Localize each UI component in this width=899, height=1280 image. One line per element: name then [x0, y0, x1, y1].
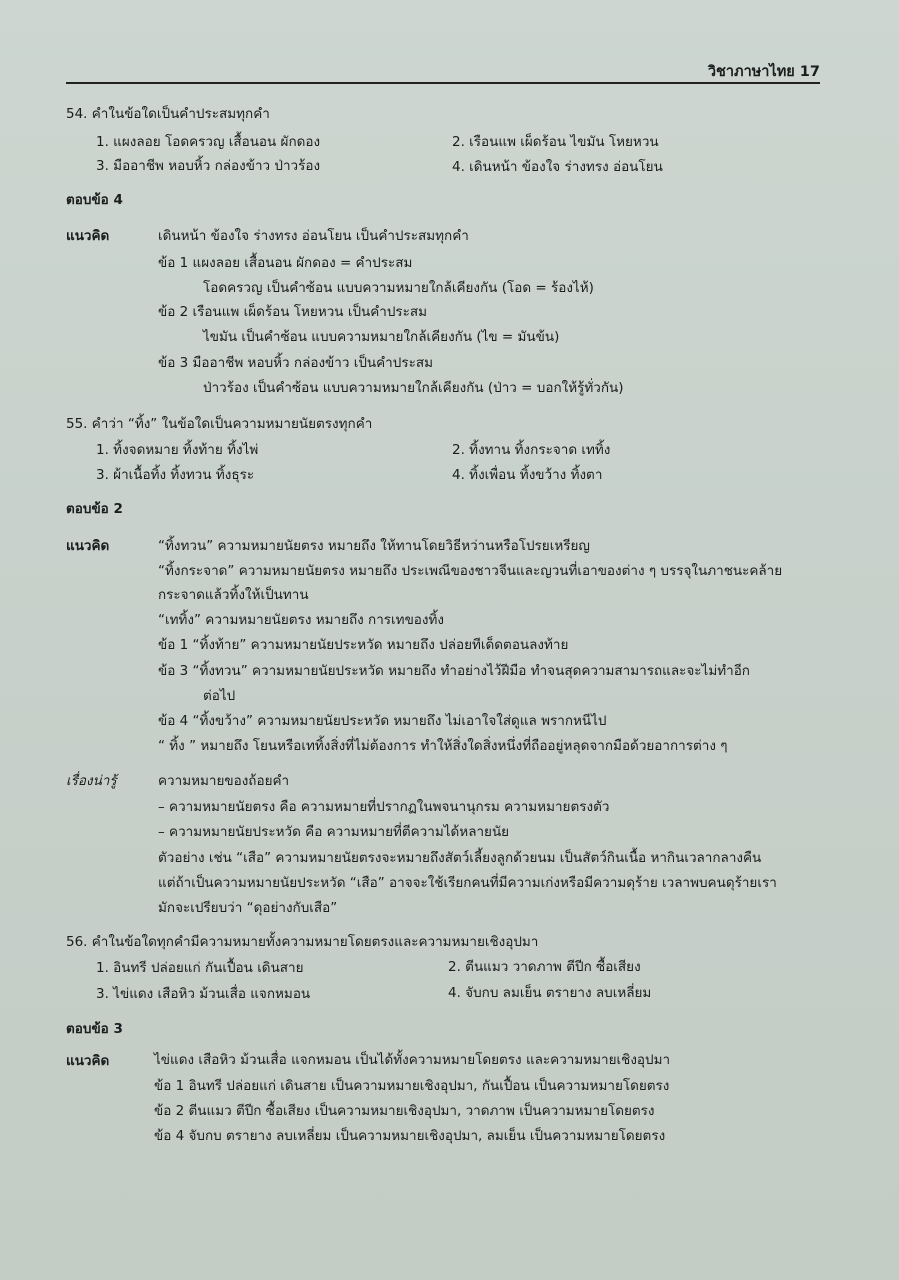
q54-approach-line-3: โอดครวญ เป็นคำซ้อน แบบความหมายใกล้เคียงกัน (โอด = ร้องไห้)	[203, 280, 594, 296]
q55-option-3: 3. ผ้าเนื้อทิ้ง ทิ้งทวน ทิ้งธุระ	[96, 467, 255, 483]
q54-approach-line-7: ป่าวร้อง เป็นคำซ้อน แบบความหมายใกล้เคียงกัน (ป่าว = บอกให้รู้ทั่วกัน)	[203, 380, 624, 396]
q54-option-2: 2. เรือนแพ เผ็ดร้อน ไขมัน โหยหวน	[452, 134, 659, 150]
q55-approach-line-9: “ ทิ้ง ” หมายถึง โยนหรือเททิ้งสิ่งที่ไม่ต้องการ ทำให้สิ่งใดสิ่งหนึ่งที่ถืออยู่หลุดจากมือด้วยอาการต่าง ๆ	[158, 738, 728, 754]
q56-option-4: 4. จับกบ ลมเย็น ตรายาง ลบเหลี่ยม	[448, 985, 652, 1001]
q54-option-4: 4. เดินหน้า ข้องใจ ร่างทรง อ่อนโยน	[452, 159, 663, 175]
q55-approach-line-5: ข้อ 1 “ทิ้งท้าย” ความหมายนัยประหวัด หมายถึง ปล่อยทีเด็ดตอนลงท้าย	[158, 637, 569, 653]
page-header-title: วิชาภาษาไทย 17	[707, 64, 820, 80]
q55-approach-line-7: ต่อไป	[203, 688, 236, 704]
q55-know-line-5: แต่ถ้าเป็นความหมายนัยประหวัด “เสือ” อาจจะใช้เรียกคนที่มีความเก่งหรือมีความดุร้าย เวลาพบคนดุร้ายเรา	[158, 875, 777, 891]
q54-question: 54. คำในข้อใดเป็นคำประสมทุกคำ	[66, 106, 270, 122]
q55-know-line-4: ตัวอย่าง เช่น “เสือ” ความหมายนัยตรงจะหมายถึงสัตว์เลี้ยงลูกด้วยนม เป็นสัตว์กินเนื้อ หากินเวลากลางคืน	[158, 850, 762, 866]
q55-approach-line-3: กระจาดแล้วทิ้งให้เป็นทาน	[158, 587, 309, 603]
q56-question: 56. คำในข้อใดทุกคำมีความหมายทั้งความหมายโดยตรงและความหมายเชิงอุปมา	[66, 934, 539, 950]
q55-know-line-6: มักจะเปรียบว่า “ดุอย่างกับเสือ”	[158, 900, 338, 916]
q55-approach-label: แนวคิด	[66, 538, 110, 554]
q56-option-2: 2. ตีนแมว วาดภาพ ตีปีก ซื้อเสียง	[448, 959, 641, 975]
q55-approach-line-6: ข้อ 3 “ทิ้งทวน” ความหมายนัยประหวัด หมายถึง ทำอย่างไว้ฝีมือ ทำจนสุดความสามารถและจะไม่ทำอีก	[158, 663, 750, 679]
q54-approach-line-5: ไขมัน เป็นคำซ้อน แบบความหมายใกล้เคียงกัน (ไข = มันข้น)	[203, 329, 560, 345]
q55-option-4: 4. ทิ้งเพื่อน ทิ้งขว้าง ทิ้งตา	[452, 467, 603, 483]
q55-question: 55. คำว่า “ทิ้ง” ในข้อใดเป็นความหมายนัยตรงทุกคำ	[66, 416, 373, 432]
q54-approach-line-1: เดินหน้า ข้องใจ ร่างทรง อ่อนโยน เป็นคำประสมทุกคำ	[158, 228, 469, 244]
q55-answer: ตอบข้อ 2	[66, 501, 123, 517]
q54-option-3: 3. มืออาชีพ หอบหิ้ว กล่องข้าว ป่าวร้อง	[96, 158, 321, 174]
q56-approach-line-1: ไข่แดง เสือหิว ม้วนเสื่อ แจกหมอน เป็นได้ทั้งความหมายโดยตรง และความหมายเชิงอุปมา	[154, 1052, 671, 1068]
q55-approach-line-1: “ทิ้งทวน” ความหมายนัยตรง หมายถึง ให้ทานโดยวิธีหว่านหรือโปรยเหรียญ	[158, 538, 590, 554]
q56-option-3: 3. ไข่แดง เสือหิว ม้วนเสื่อ แจกหมอน	[96, 986, 311, 1002]
q55-know-line-1: ความหมายของถ้อยคำ	[158, 773, 290, 789]
page-header	[66, 60, 820, 84]
q54-approach-line-2: ข้อ 1 แผงลอย เสื้อนอน ผักดอง = คำประสม	[158, 255, 413, 271]
q54-approach-line-4: ข้อ 2 เรือนแพ เผ็ดร้อน โหยหวน เป็นคำประสม	[158, 304, 428, 320]
q55-know-line-2: – ความหมายนัยตรง คือ ความหมายที่ปรากฏในพจนานุกรม ความหมายตรงตัว	[158, 799, 610, 815]
q55-approach-line-2: “ทิ้งกระจาด” ความหมายนัยตรง หมายถึง ประเพณีของชาวจีนและญวนที่เอาของต่าง ๆ บรรจุในภาชนะคล้าย	[158, 563, 783, 579]
q56-approach-label: แนวคิด	[66, 1053, 110, 1069]
q56-option-1: 1. อินทรี ปล่อยแก่ กันเปื้อน เดินสาย	[96, 960, 304, 976]
q55-know-line-3: – ความหมายนัยประหวัด คือ ความหมายที่ตีความได้หลายนัย	[158, 824, 510, 840]
q54-option-1: 1. แผงลอย โอดครวญ เสื้อนอน ผักดอง	[96, 134, 321, 150]
q56-answer: ตอบข้อ 3	[66, 1021, 123, 1037]
q54-answer: ตอบข้อ 4	[66, 192, 123, 208]
q55-approach-line-4: “เททิ้ง” ความหมายนัยตรง หมายถึง การเทของทิ้ง	[158, 612, 444, 628]
q55-approach-line-8: ข้อ 4 “ทิ้งขว้าง” ความหมายนัยประหวัด หมายถึง ไม่เอาใจใส่ดูแล พรากหนีไป	[158, 713, 607, 729]
q54-approach-line-6: ข้อ 3 มืออาชีพ หอบหิ้ว กล่องข้าว เป็นคำประสม	[158, 355, 433, 371]
q55-option-2: 2. ทิ้งทาน ทิ้งกระจาด เททิ้ง	[452, 442, 611, 458]
q56-approach-line-2: ข้อ 1 อินทรี ปล่อยแก่ เดินสาย เป็นความหมายเชิงอุปมา, กันเปื้อน เป็นความหมายโดยตรง	[154, 1078, 670, 1094]
q55-know-label: เรื่องน่ารู้	[66, 773, 117, 789]
q56-approach-line-4: ข้อ 4 จับกบ ตรายาง ลบเหลี่ยม เป็นความหมายเชิงอุปมา, ลมเย็น เป็นความหมายโดยตรง	[154, 1128, 666, 1144]
q54-approach-label: แนวคิด	[66, 228, 110, 244]
q55-option-1: 1. ทิ้งจดหมาย ทิ้งท้าย ทิ้งไพ่	[96, 442, 259, 458]
q56-approach-line-3: ข้อ 2 ตีนแมว ตีปีก ซื้อเสียง เป็นความหมายเชิงอุปมา, วาดภาพ เป็นความหมายโดยตรง	[154, 1103, 655, 1119]
